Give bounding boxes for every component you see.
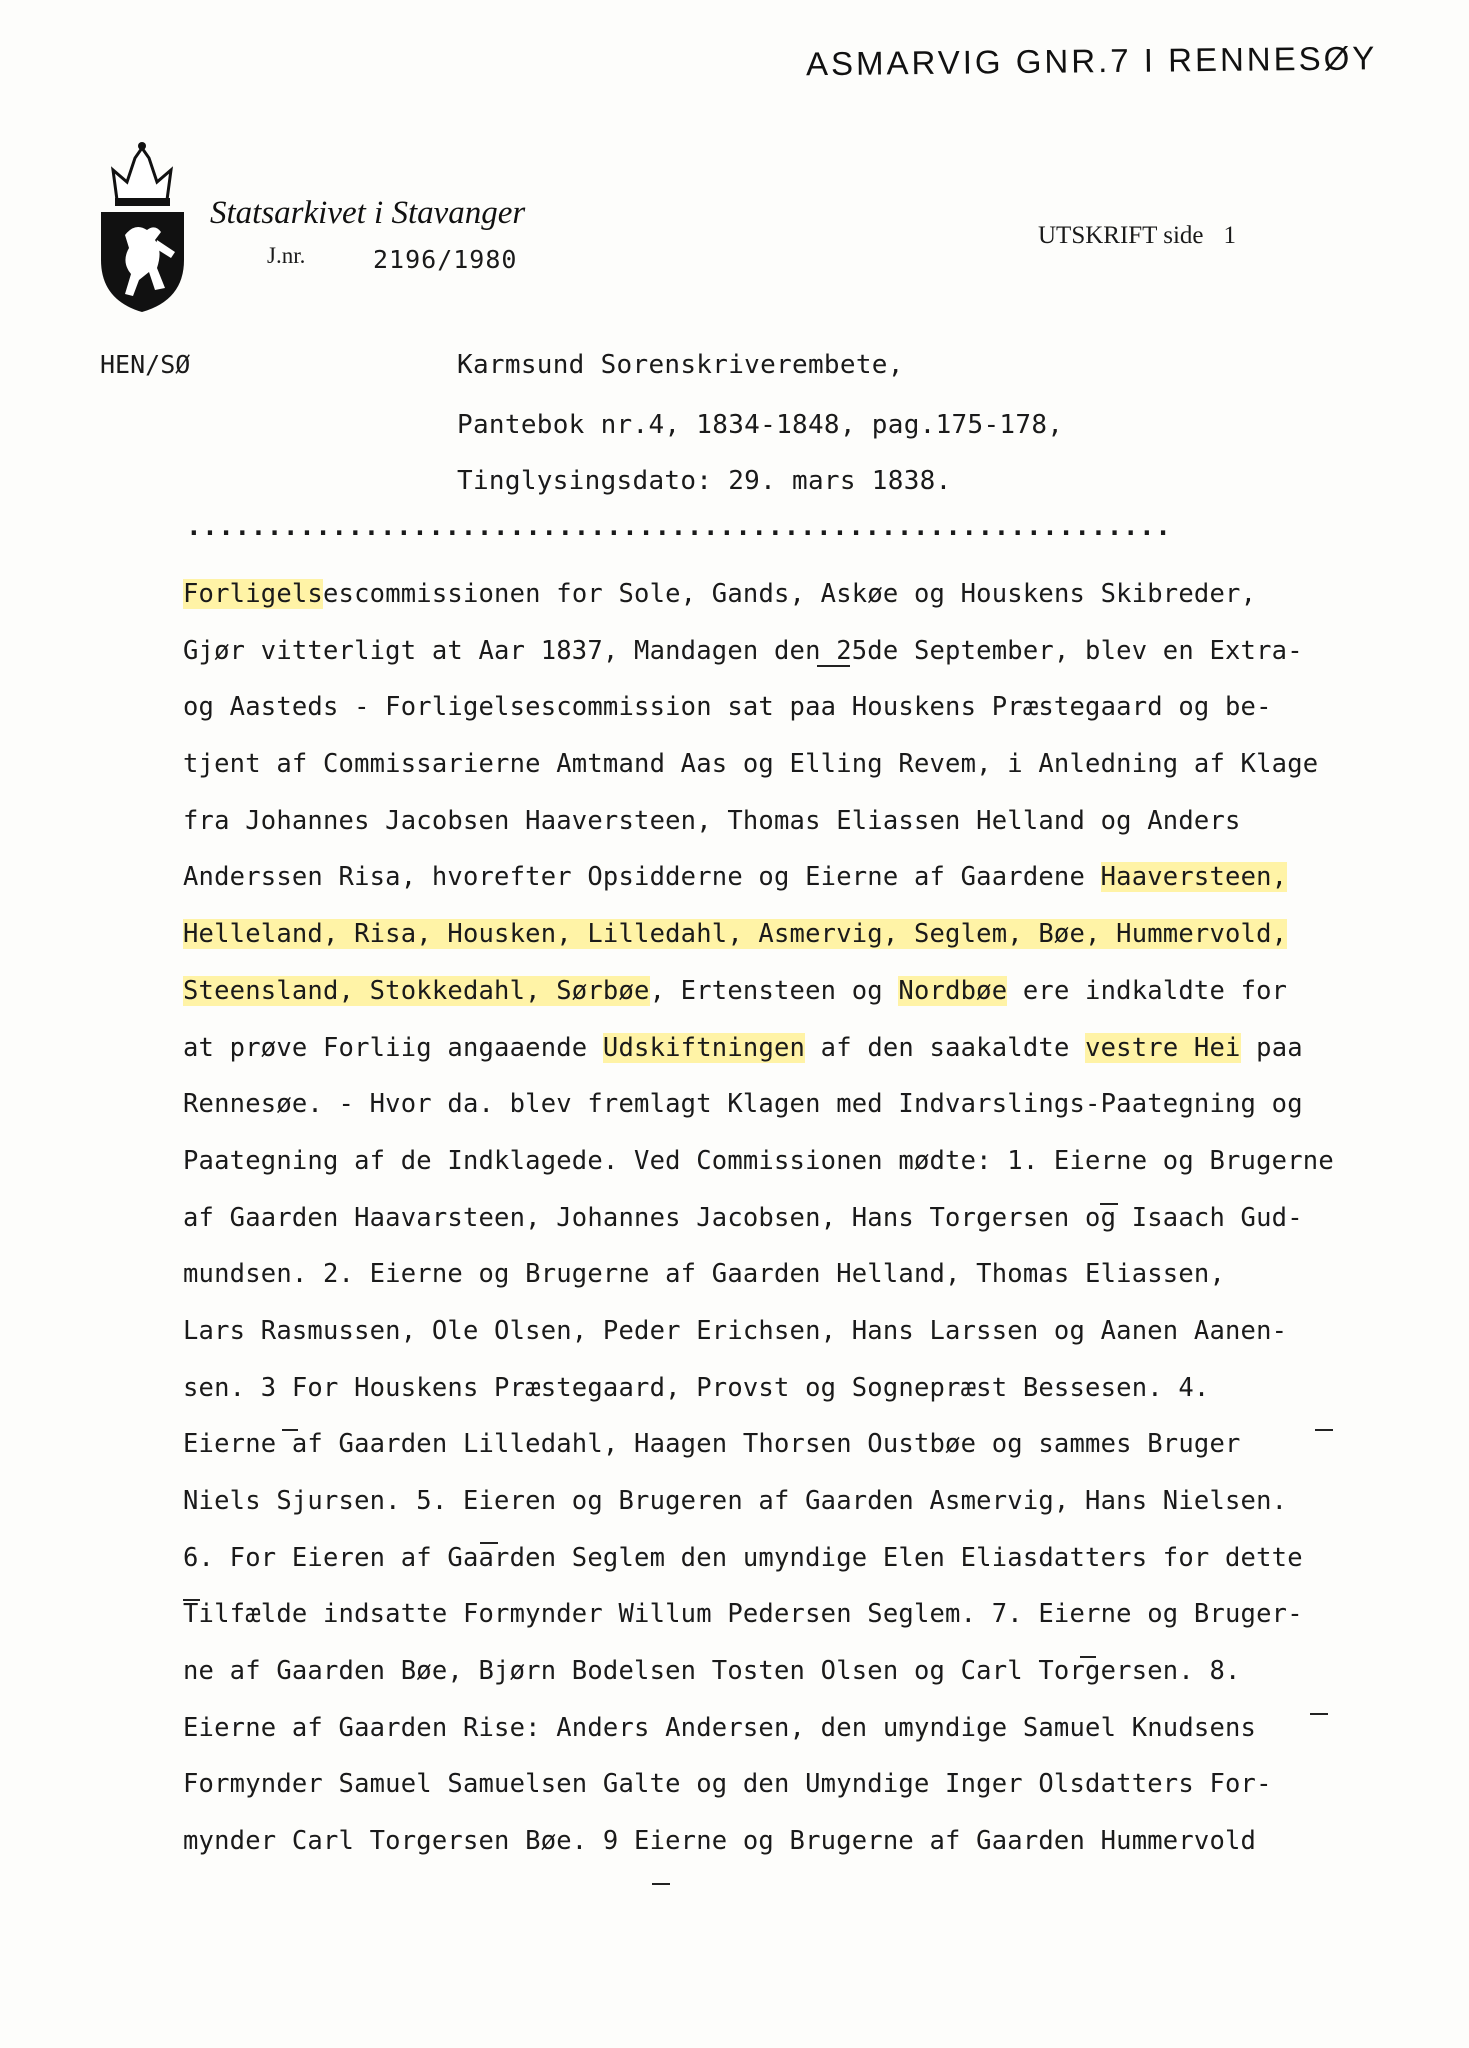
highlighted-text: Haaversteen, — [1100, 862, 1288, 893]
line-text: paa — [1240, 1032, 1303, 1063]
line-text: tjent af Commissarierne Amtmand Aas og Elling Revem, i Anledning af Klage — [183, 749, 1319, 780]
line-text: Gjør vitterligt at Aar 1837, Mandagen den 25de September, blev en Extra- — [183, 635, 1303, 666]
reference-code: HEN/SØ — [100, 350, 191, 379]
dotted-separator: ............................................................. — [186, 512, 1172, 542]
line-text: Eierne af Gaarden Lilledahl, Haagen Thorsen Oustbøe og sammes Bruger — [183, 1429, 1241, 1460]
line-text: Anderssen Risa, hvorefter Opsidderne og Eierne af Gaardene — [183, 862, 1101, 893]
source-office: Karmsund Sorenskriverembete, — [457, 350, 904, 380]
source-book: Pantebok nr.4, 1834-1848, pag.175-178, — [457, 410, 1064, 440]
source-date: Tinglysingsdato: 29. mars 1838. — [457, 466, 952, 496]
line-text: af den saakaldte — [805, 1032, 1086, 1063]
highlighted-text: Helleland, Risa, Housken, Lilledahl, Asmervig, Seglem, Bøe, Hummervold, — [183, 919, 1288, 950]
line-text: sen. 3 For Houskens Præstegaard, Provst og Sognepræst Bessesen. 4. — [183, 1372, 1210, 1403]
line-text: Eierne af Gaarden Rise: Anders Andersen, den umyndige Samuel Knudsens — [183, 1712, 1257, 1743]
highlighted-text: vestre Hei — [1085, 1032, 1241, 1063]
line-text: af Gaarden Haavarsteen, Johannes Jacobsen, Hans Torgersen og Isaach Gud- — [183, 1202, 1303, 1233]
line-text: Niels Sjursen. 5. Eieren og Brugeren af Gaarden Asmervig, Hans Nielsen. — [183, 1486, 1288, 1516]
journal-number-label: J.nr. — [267, 243, 306, 268]
line-text: og Aasteds - Forligelsescommission sat paa Houskens Præstegaard og be- — [183, 692, 1272, 723]
line-text: Lars Rasmussen, Ole Olsen, Peder Erichsen, Hans Larssen og Aanen Aanen- — [183, 1315, 1288, 1346]
line-text: Paategning af de Indklagede. Ved Commissionen mødte: 1. Eierne og Brugerne — [183, 1145, 1334, 1176]
page-number: 1 — [1223, 222, 1237, 249]
handwritten-note: ASMARVIG GNR.7 I RENNESØY — [805, 39, 1378, 83]
line-text: Rennesøe. - Hvor da. blev fremlagt Klagen med Indvarslings-Paategning og — [183, 1089, 1303, 1120]
highlighted-text: Steensland, Stokkedahl, Sørbøe — [183, 975, 650, 1006]
line-text: at prøve Forliig angaaende — [183, 1032, 603, 1063]
archive-name: Statsarkivet i Stavanger — [210, 195, 526, 231]
line-text: ne af Gaarden Bøe, Bjørn Bodelsen Tosten Olsen og Carl Torgersen. 8. — [183, 1656, 1241, 1687]
line-text: fra Johannes Jacobsen Haaversteen, Thomas Eliassen Helland og Anders — [183, 805, 1241, 836]
line-text: ere indkaldte for — [1007, 975, 1288, 1006]
line-text: Tilfælde indsatte Formynder Willum Pedersen Seglem. 7. Eierne og Bruger- — [183, 1599, 1303, 1630]
line-text: Formynder Samuel Samuelsen Galte og den Umyndige Inger Olsdatters For- — [183, 1769, 1272, 1800]
highlighted-text: Nordbøe — [898, 975, 1008, 1006]
utskrift-label: UTSKRIFT side — [1038, 222, 1204, 249]
line-text: escommissionen for Sole, Gands, Askøe og Houskens Skibreder, — [322, 579, 1257, 609]
highlighted-text: Udskiftningen — [602, 1032, 806, 1063]
journal-number: 2196/1980 — [373, 245, 518, 274]
line-text: mynder Carl Torgersen Bøe. 9 Eierne og Brugerne af Gaarden Hummervold — [183, 1826, 1257, 1857]
line-text: , Ertensteen og — [649, 975, 899, 1006]
line-text: mundsen. 2. Eierne og Brugerne af Gaarden Helland, Thomas Eliassen, — [183, 1259, 1226, 1290]
line-text: 6. For Eieren af Gaarden Seglem den umyndige Elen Eliasdatters for dette — [183, 1542, 1303, 1573]
highlighted-text: Forligels — [183, 579, 323, 609]
